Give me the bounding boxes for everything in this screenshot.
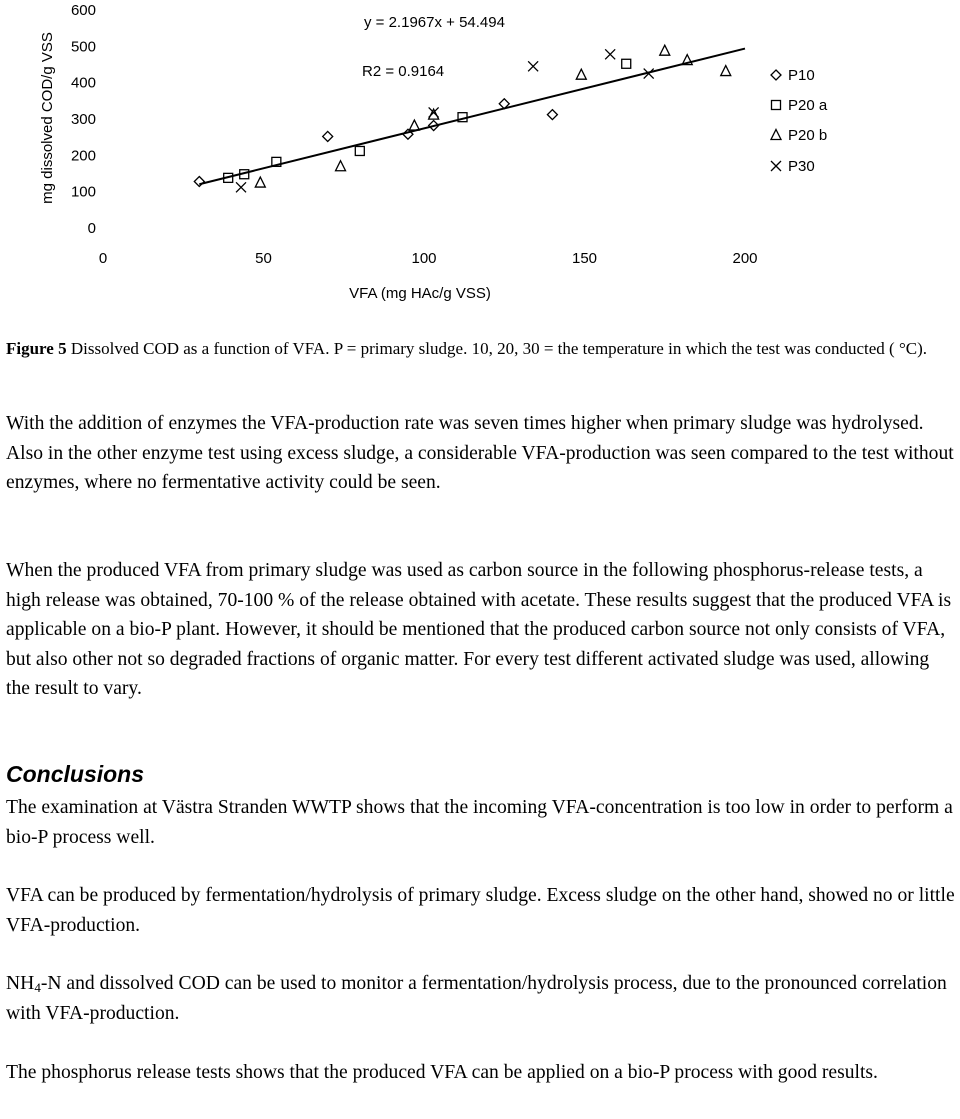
- paragraph-phosphorus-release: When the produced VFA from primary sludge was used as carbon source in the following phosphorus-release tests, a high release was obtained, 70-100 % of the release obtained with acetate. These results suggest that the produced VFA is applicable on a bio-P plant. However, it should be mentioned that the produced carbon source not only consists of VFA, but also other not so degraded fractions of organic matter. For every test different activated sludge was used, allowing the result to vary.: [6, 560, 952, 699]
- data-point-diamond: [194, 176, 204, 186]
- legend: [771, 67, 828, 175]
- figure-caption: [6, 337, 951, 361]
- x-tick-label: 0: [98, 250, 108, 267]
- data-point-triangle: [721, 66, 731, 76]
- conclusions-heading: Conclusions: [6, 761, 145, 787]
- figure-caption-text: Dissolved COD as a function of VFA. P = primary sludge. 10, 20, 30 = the temperature in which the test was conducted ( °C).: [66, 339, 928, 358]
- data-point-cross: [605, 49, 615, 59]
- data-point-triangle: [660, 45, 670, 55]
- legend-label: P10: [788, 67, 815, 84]
- legend-marker-diamond: [771, 70, 781, 80]
- paragraph-enzymes: With the addition of enzymes the VFA-production rate was seven times higher when primary sludge was hydrolysed. Also in the other enzyme test using excess sludge, a considerable VFA-production was seen compared to the test without enzymes, where no fermentative activity could be seen.: [6, 413, 954, 493]
- conclusion-paragraph-3: [6, 969, 956, 1028]
- y-tick-label: 400: [70, 74, 96, 92]
- x-tick-label: 150: [571, 250, 598, 267]
- y-axis-label: mg dissolved COD/g VSS: [39, 32, 56, 204]
- x-tick-labels: [99, 250, 758, 267]
- data-point-triangle: [576, 69, 586, 79]
- figure-label: Figure 5: [6, 339, 67, 358]
- legend-marker-triangle: [771, 130, 781, 140]
- x-axis-label: VFA (mg HAc/g VSS): [349, 285, 491, 302]
- nh4-prefix: NH: [6, 973, 35, 994]
- x-tick-label: 50: [255, 250, 272, 267]
- data-point-triangle: [255, 177, 265, 187]
- legend-marker-square: [772, 101, 781, 110]
- data-point-diamond: [323, 131, 333, 141]
- data-point-square: [355, 146, 364, 155]
- y-tick-label: 300: [70, 111, 96, 128]
- legend-label: P20 b: [788, 127, 828, 144]
- legend-marker-cross: [771, 161, 781, 171]
- legend-label: P20 a: [788, 97, 828, 114]
- y-tick-label: 600: [70, 2, 96, 19]
- conclusion-paragraph-3-text: -N and dissolved COD can be used to monitor a fermentation/hydrolysis process, due to the pronounced correlation with VFA-production.: [6, 973, 947, 1024]
- nh4-subscript: 4: [34, 980, 41, 995]
- x-tick-label: 100: [411, 250, 437, 267]
- x-tick-label: 200: [732, 250, 758, 267]
- data-point-cross: [528, 61, 538, 71]
- y-tick-labels: [71, 2, 96, 237]
- legend-label: P30: [788, 158, 815, 175]
- scatter-chart: [0, 0, 960, 320]
- y-tick-label: 500: [70, 38, 96, 56]
- data-point-square: [622, 59, 631, 68]
- y-tick-label: 0: [87, 220, 96, 237]
- conclusion-paragraph-1: The examination at Västra Stranden WWTP shows that the incoming VFA-concentration is too low in order to perform a bio-P process well.: [6, 797, 953, 848]
- trendline-equation: y = 2.1967x + 54.494: [364, 14, 505, 31]
- data-point-triangle: [429, 109, 439, 119]
- data-point-diamond: [547, 110, 557, 120]
- y-tick-label: 100: [70, 183, 96, 201]
- conclusion-paragraph-2: VFA can be produced by fermentation/hydrolysis of primary sludge. Excess sludge on the other hand, showed no or little VFA-production.: [6, 885, 955, 936]
- data-point-cross: [236, 182, 246, 192]
- data-point-triangle: [409, 120, 419, 130]
- r-squared: R2 = 0.9164: [362, 63, 445, 80]
- conclusion-paragraph-4: The phosphorus release tests shows that the produced VFA can be applied on a bio-P process with good results.: [6, 1062, 878, 1083]
- y-tick-label: 200: [70, 147, 96, 165]
- data-point-triangle: [336, 161, 346, 171]
